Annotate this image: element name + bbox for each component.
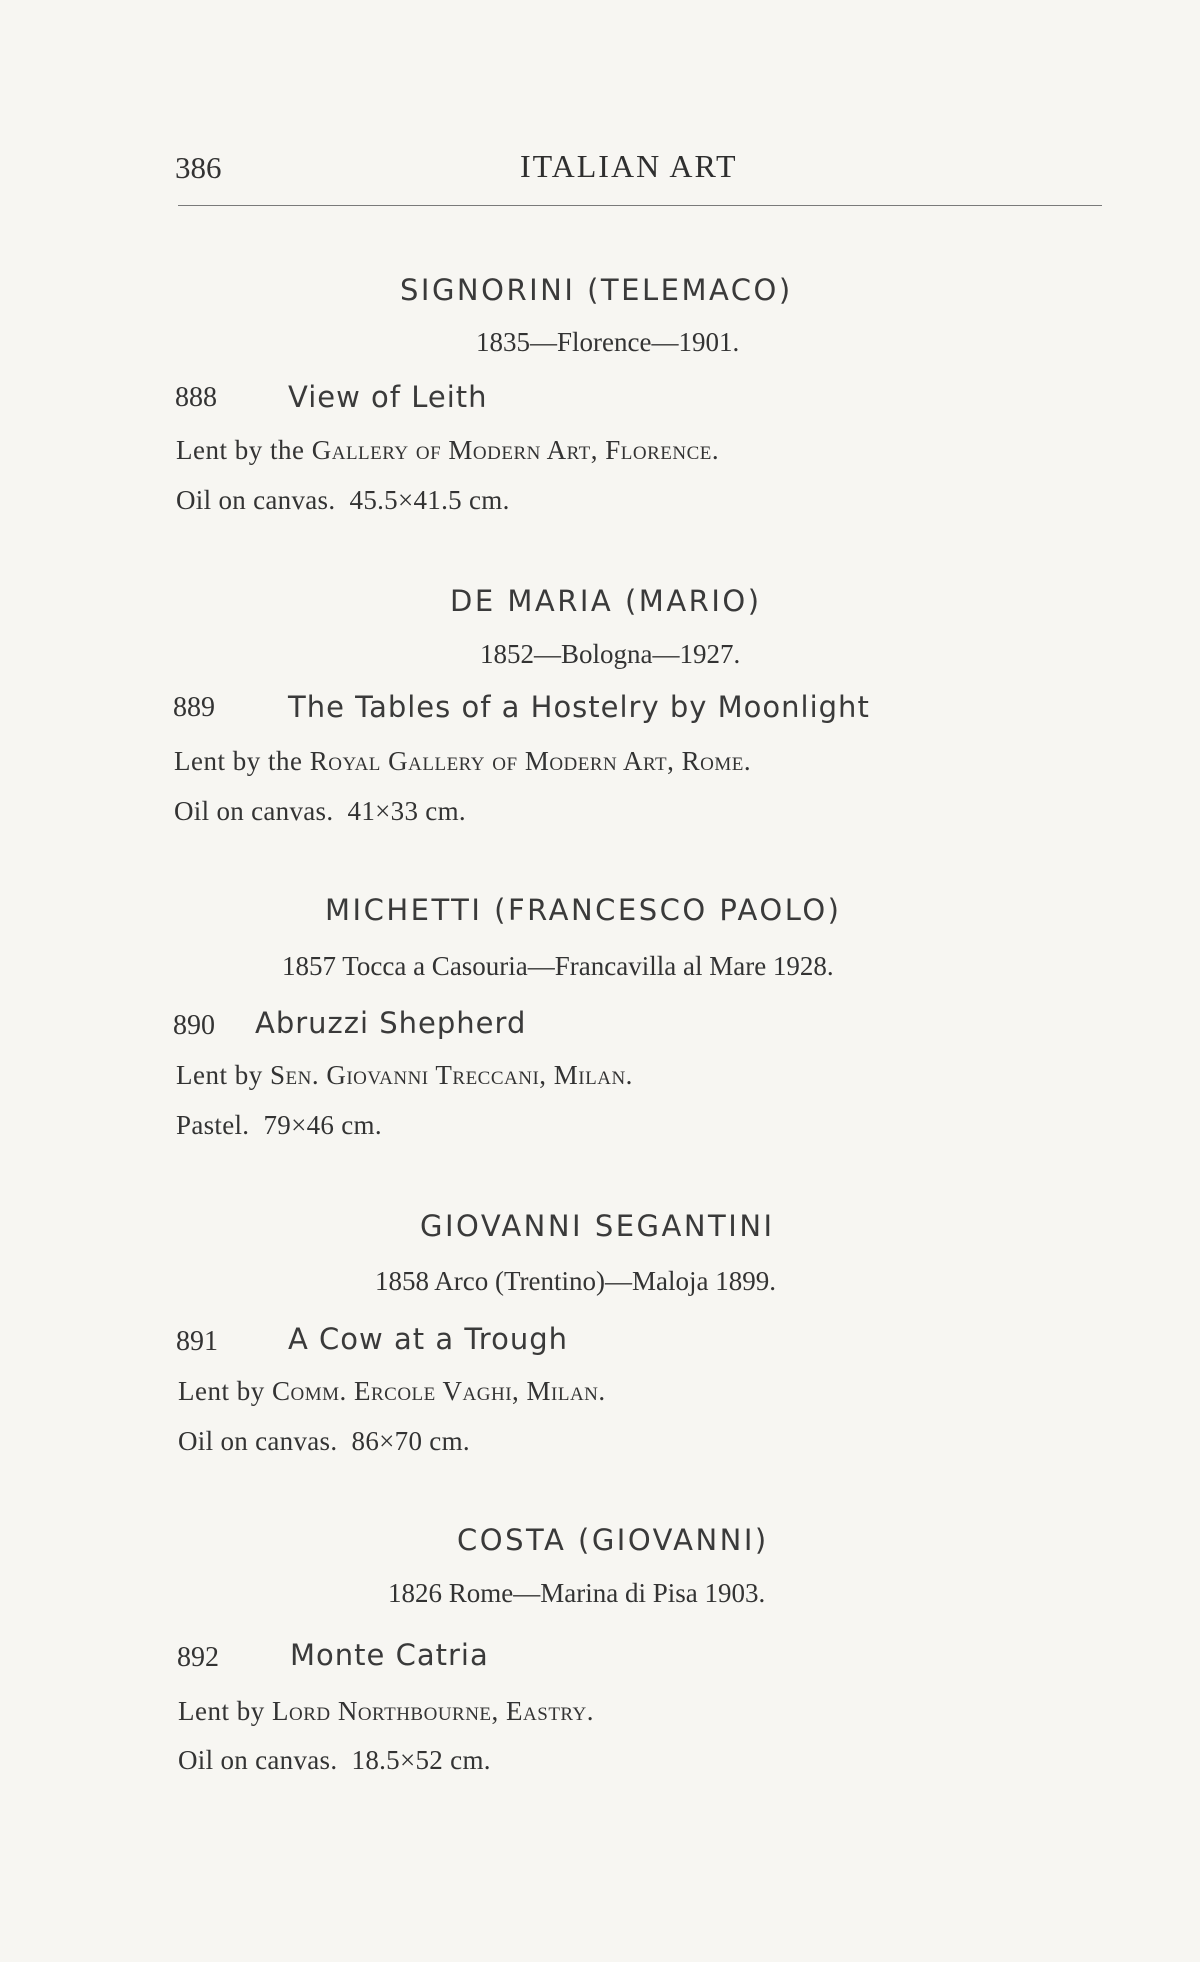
artist-dates: 1857 Tocca a Casouria—Francavilla al Mare 1928.: [282, 951, 834, 981]
artist-dates: 1826 Rome—Marina di Pisa 1903.: [388, 1578, 766, 1608]
work-title: Abruzzi Shepherd: [255, 1006, 527, 1040]
work-title: The Tables of a Hostelry by Moonlight: [288, 690, 870, 724]
artist-name: GIOVANNI SEGANTINI: [420, 1209, 775, 1243]
medium-line: [174, 796, 466, 827]
lender-line: [176, 1060, 633, 1091]
header-rule: [178, 205, 1102, 206]
medium-line: [176, 485, 510, 516]
artist-dates: 1852—Bologna—1927.: [480, 639, 741, 669]
medium-line: [178, 1745, 491, 1776]
lender-prefix: Lent by: [178, 1376, 265, 1406]
catalogue-number: 888: [175, 382, 217, 413]
artist-name: SIGNORINI (TELEMACO): [400, 273, 793, 307]
lender-line: [178, 1696, 594, 1727]
artist-dates: 1835—Florence—1901.: [476, 327, 740, 357]
lender-prefix: Lent by: [176, 1060, 263, 1090]
work-title: A Cow at a Trough: [288, 1322, 568, 1356]
catalogue-number: 892: [177, 1642, 219, 1673]
lender-prefix: Lent by: [178, 1696, 265, 1726]
dimensions: 18.5×52 cm.: [351, 1745, 491, 1775]
lender-name: Gallery of Modern Art, Florence.: [311, 435, 720, 465]
artist-name: MICHETTI (FRANCESCO PAOLO): [325, 893, 842, 927]
page-number: 386: [175, 150, 222, 185]
catalogue-number: 889: [173, 692, 215, 723]
medium-line: [176, 1110, 382, 1141]
lender-name: Royal Gallery of Modern Art, Rome.: [309, 746, 752, 776]
catalogue-number: 891: [176, 1326, 218, 1357]
running-title: ITALIAN ART: [520, 148, 738, 184]
lender-prefix: Lent by the: [176, 435, 305, 465]
medium-line: [178, 1426, 470, 1457]
lender-name: Sen. Giovanni Treccani, Milan.: [269, 1060, 633, 1090]
page-header: [175, 140, 1110, 200]
dimensions: 45.5×41.5 cm.: [349, 485, 510, 515]
medium: Oil on canvas.: [176, 485, 336, 515]
lender-line: [174, 746, 751, 777]
medium: Oil on canvas.: [178, 1745, 338, 1775]
lender-prefix: Lent by the: [174, 746, 303, 776]
dimensions: 86×70 cm.: [351, 1426, 470, 1456]
medium: Oil on canvas.: [178, 1426, 338, 1456]
artist-dates: 1858 Arco (Trentino)—Maloja 1899.: [375, 1266, 776, 1296]
work-title: View of Leith: [288, 380, 488, 414]
medium: Oil on canvas.: [174, 796, 334, 826]
catalogue-number: 890: [173, 1010, 215, 1041]
medium: Pastel.: [176, 1110, 250, 1140]
dimensions: 41×33 cm.: [347, 796, 466, 826]
lender-line: [176, 435, 719, 466]
work-title: Monte Catria: [290, 1638, 489, 1672]
artist-name: COSTA (GIOVANNI): [457, 1523, 769, 1557]
lender-name: Comm. Ercole Vaghi, Milan.: [271, 1376, 606, 1406]
lender-name: Lord Northbourne, Eastry.: [271, 1696, 595, 1726]
dimensions: 79×46 cm.: [263, 1110, 382, 1140]
artist-name: DE MARIA (MARIO): [450, 584, 762, 618]
lender-line: [178, 1376, 606, 1407]
